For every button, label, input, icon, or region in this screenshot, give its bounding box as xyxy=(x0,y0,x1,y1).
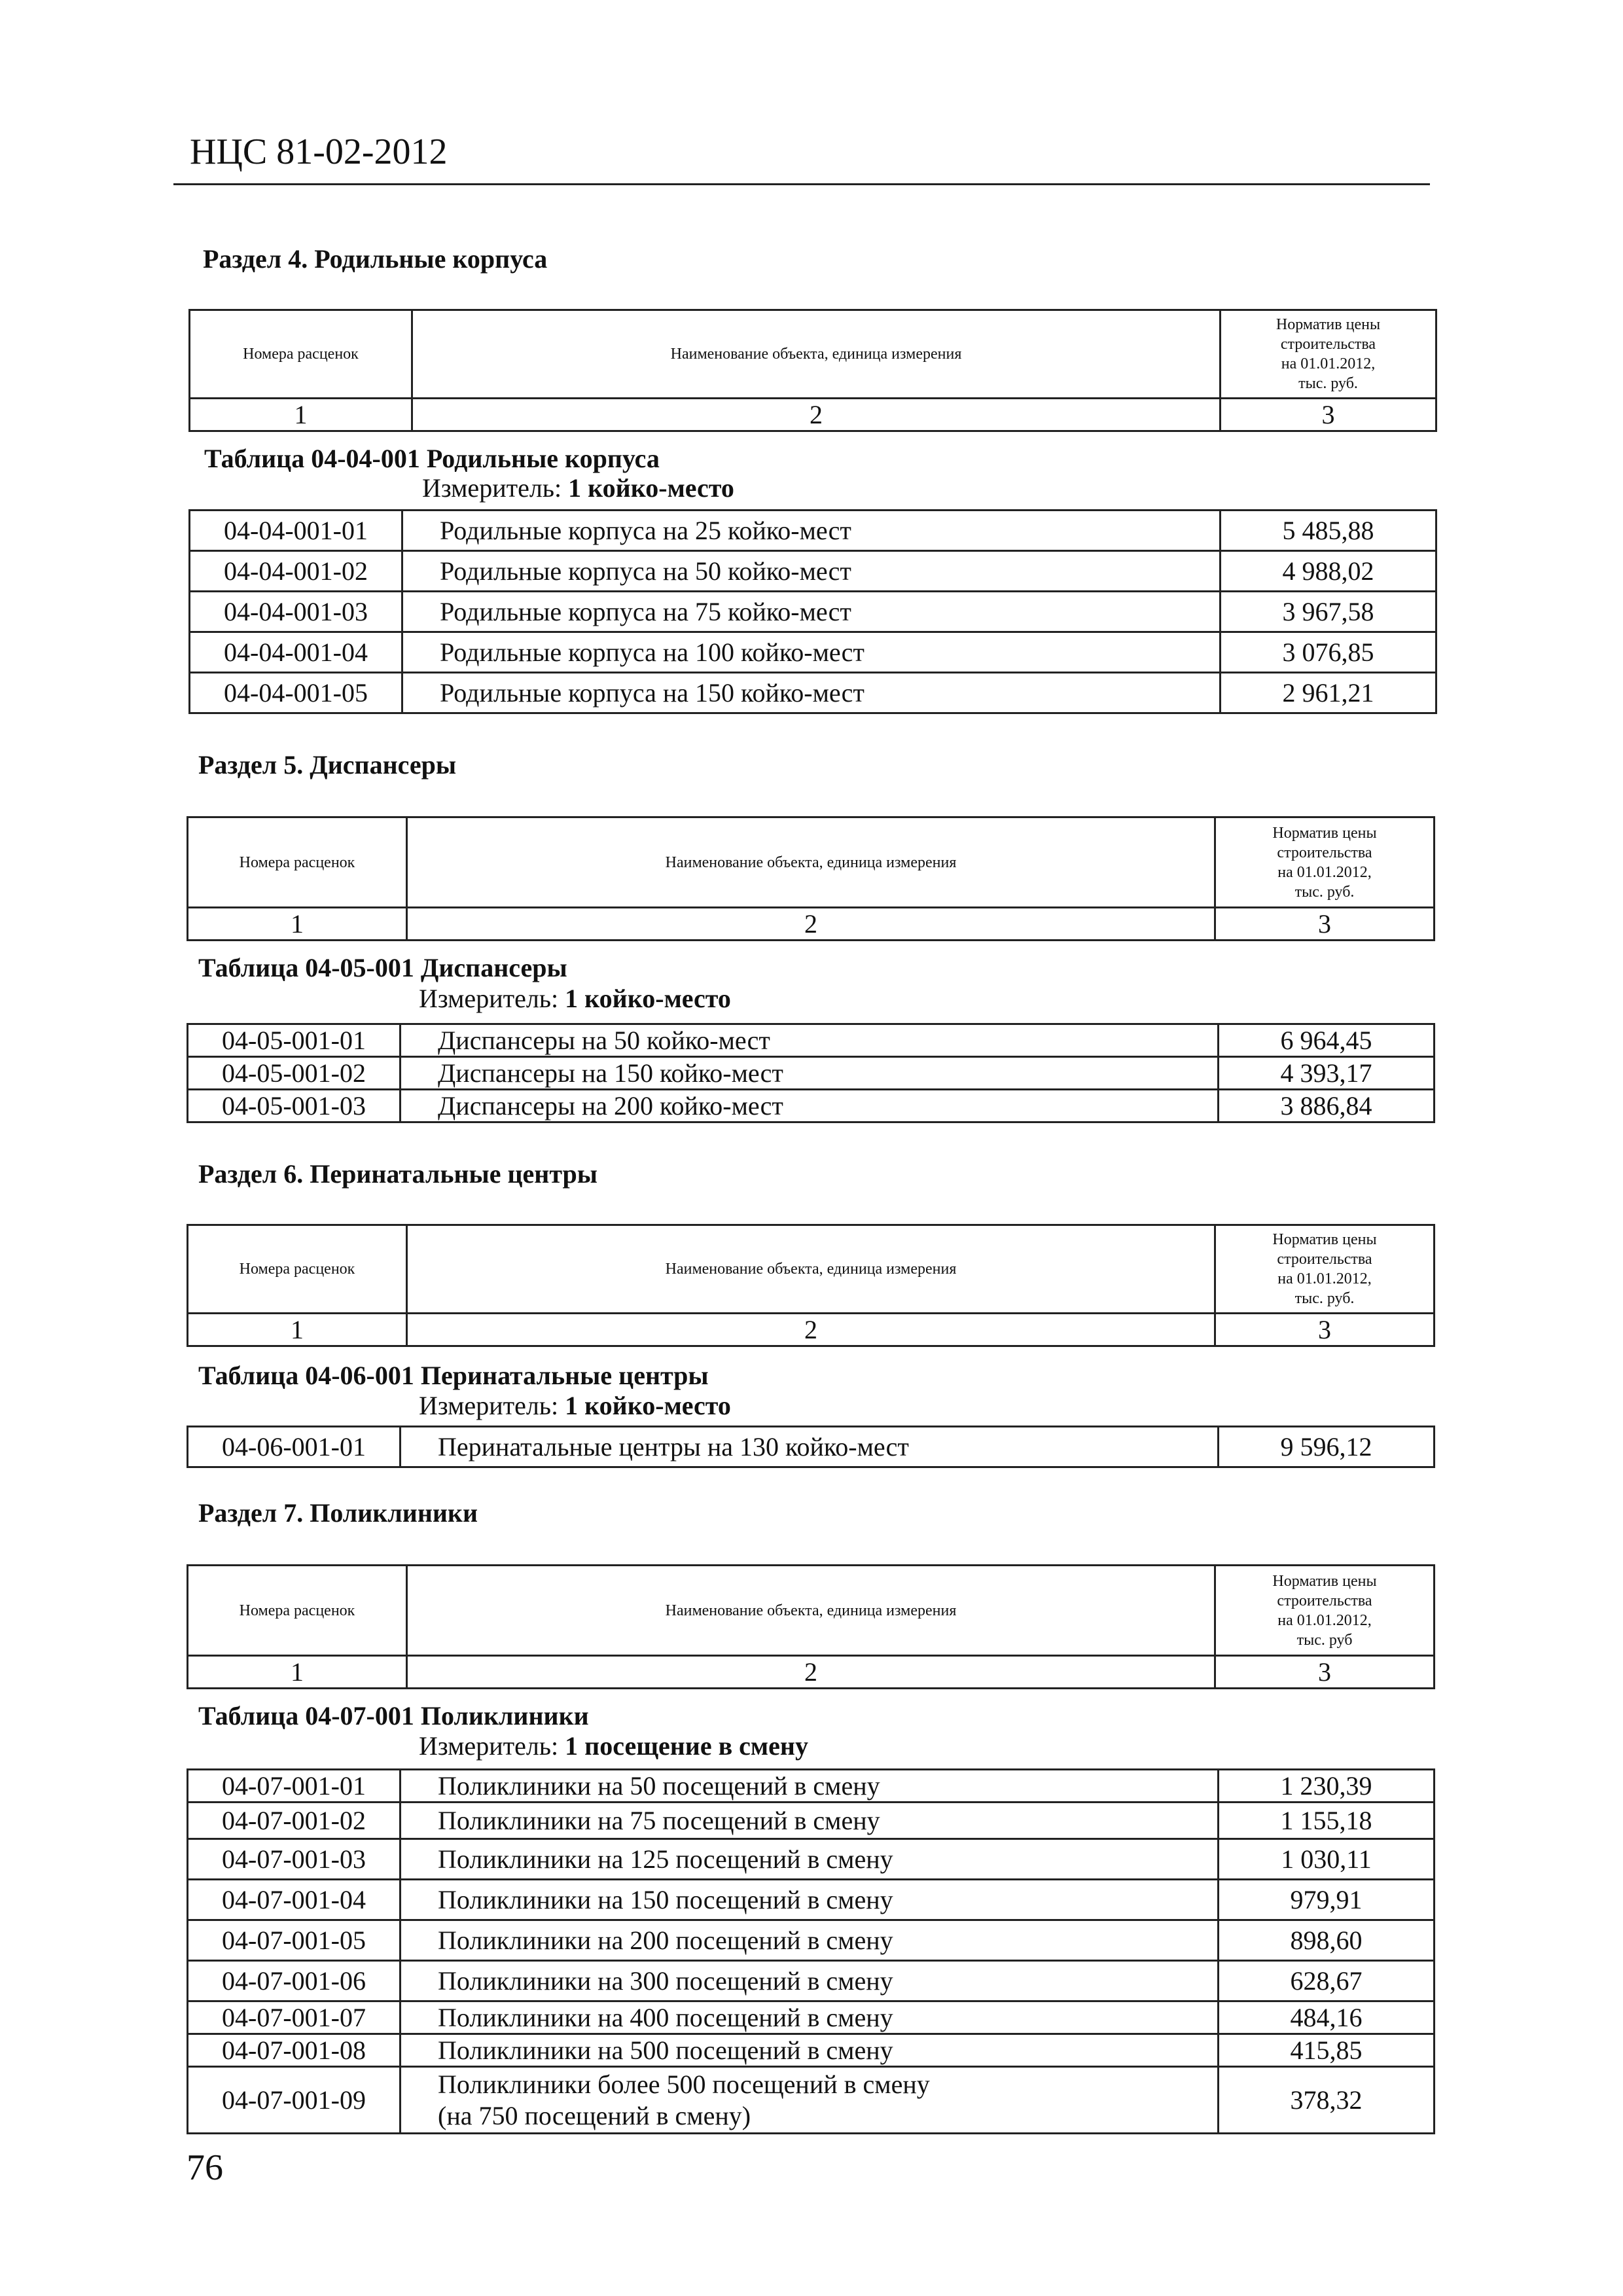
col-header-name: Наименование объекта, единица измерения xyxy=(407,1566,1215,1656)
rates-table xyxy=(187,1023,1435,1123)
table-row: 04-04-001-04 Родильные корпуса на 100 койко-мест 3 076,85 xyxy=(190,632,1436,673)
col-number: 3 xyxy=(1215,1314,1435,1346)
column-header-table xyxy=(187,816,1435,941)
header-rule xyxy=(173,183,1430,185)
table-row: 04-07-001-01 Поликлиники на 50 посещений в смену 1 230,39 xyxy=(188,1770,1435,1803)
column-header-table xyxy=(187,1564,1435,1689)
col-header-codes: Номера расценок xyxy=(188,1566,407,1656)
table-row: 04-07-001-05 Поликлиники на 200 посещений в смену 898,60 xyxy=(188,1920,1435,1961)
measure-line: Измеритель: 1 койко-место xyxy=(419,1391,731,1420)
table-row: 04-05-001-02 Диспансеры на 150 койко-мест 4 393,17 xyxy=(188,1057,1435,1090)
rates-table xyxy=(188,509,1437,714)
column-header-table xyxy=(187,1224,1435,1347)
table-title: Таблица 04-05-001 Диспансеры xyxy=(198,953,567,982)
table-row: 04-04-001-02 Родильные корпуса на 50 койко-мест 4 988,02 xyxy=(190,551,1436,592)
table-title: Таблица 04-07-001 Поликлиники xyxy=(198,1701,589,1731)
col-header-price: Норматив цены строительства на 01.01.2012, тыс. руб. xyxy=(1221,310,1436,399)
col-number: 1 xyxy=(188,1314,407,1346)
table-row: 04-07-001-02 Поликлиники на 75 посещений в смену 1 155,18 xyxy=(188,1803,1435,1839)
col-header-price: Норматив цены строительства на 01.01.2012, тыс. руб xyxy=(1215,1566,1435,1656)
section-title: Раздел 4. Родильные корпуса xyxy=(203,244,548,274)
col-number: 2 xyxy=(407,1656,1215,1689)
col-number: 2 xyxy=(407,1314,1215,1346)
section-title: Раздел 6. Перинатальные центры xyxy=(198,1159,597,1189)
col-header-codes: Номера расценок xyxy=(188,817,407,908)
col-number: 1 xyxy=(190,399,412,431)
col-header-name: Наименование объекта, единица измерения xyxy=(407,817,1215,908)
col-header-name: Наименование объекта, единица измерения xyxy=(412,310,1221,399)
table-row: 04-07-001-08 Поликлиники на 500 посещений в смену 415,85 xyxy=(188,2034,1435,2067)
section-title: Раздел 7. Поликлиники xyxy=(198,1498,478,1528)
measure-line: Измеритель: 1 койко-место xyxy=(419,984,731,1013)
section-title: Раздел 5. Диспансеры xyxy=(198,750,457,780)
col-number: 1 xyxy=(188,1656,407,1689)
table-row: 04-04-001-03 Родильные корпуса на 75 койко-мест 3 967,58 xyxy=(190,592,1436,632)
table-title: Таблица 04-06-001 Перинатальные центры xyxy=(198,1361,709,1390)
measure-line: Измеритель: 1 посещение в смену xyxy=(419,1731,808,1761)
col-number: 2 xyxy=(412,399,1221,431)
table-row: 04-07-001-07 Поликлиники на 400 посещений в смену 484,16 xyxy=(188,2001,1435,2034)
measure-line: Измеритель: 1 койко-место xyxy=(422,473,734,503)
col-number: 3 xyxy=(1215,1656,1435,1689)
document-header: НЦС 81-02-2012 xyxy=(190,132,448,172)
col-header-codes: Номера расценок xyxy=(188,1225,407,1314)
col-number: 3 xyxy=(1221,399,1436,431)
table-row: 04-05-001-01 Диспансеры на 50 койко-мест 6 964,45 xyxy=(188,1024,1435,1057)
col-header-name: Наименование объекта, единица измерения xyxy=(407,1225,1215,1314)
table-title: Таблица 04-04-001 Родильные корпуса xyxy=(204,444,660,473)
rates-table xyxy=(187,1768,1435,2134)
table-row: 04-07-001-06 Поликлиники на 300 посещений в смену 628,67 xyxy=(188,1961,1435,2001)
page-number: 76 xyxy=(187,2147,223,2188)
table-row: 04-04-001-05 Родильные корпуса на 150 койко-мест 2 961,21 xyxy=(190,673,1436,713)
table-row: 04-04-001-01 Родильные корпуса на 25 койко-мест 5 485,88 xyxy=(190,511,1436,551)
table-row: 04-07-001-09 Поликлиники более 500 посещений в смену (на 750 посещений в смену) 378,32 xyxy=(188,2067,1435,2134)
col-header-price: Норматив цены строительства на 01.01.2012, тыс. руб. xyxy=(1215,817,1435,908)
col-number: 3 xyxy=(1215,908,1435,941)
table-row: 04-07-001-03 Поликлиники на 125 посещений в смену 1 030,11 xyxy=(188,1839,1435,1880)
rates-table xyxy=(187,1426,1435,1468)
table-row: 04-05-001-03 Диспансеры на 200 койко-мест 3 886,84 xyxy=(188,1090,1435,1122)
table-row: 04-07-001-04 Поликлиники на 150 посещений в смену 979,91 xyxy=(188,1880,1435,1920)
col-header-price: Норматив цены строительства на 01.01.2012, тыс. руб. xyxy=(1215,1225,1435,1314)
col-number: 1 xyxy=(188,908,407,941)
col-number: 2 xyxy=(407,908,1215,941)
col-header-codes: Номера расценок xyxy=(190,310,412,399)
column-header-table xyxy=(188,309,1437,432)
table-row: 04-06-001-01 Перинатальные центры на 130 койко-мест 9 596,12 xyxy=(188,1427,1435,1467)
